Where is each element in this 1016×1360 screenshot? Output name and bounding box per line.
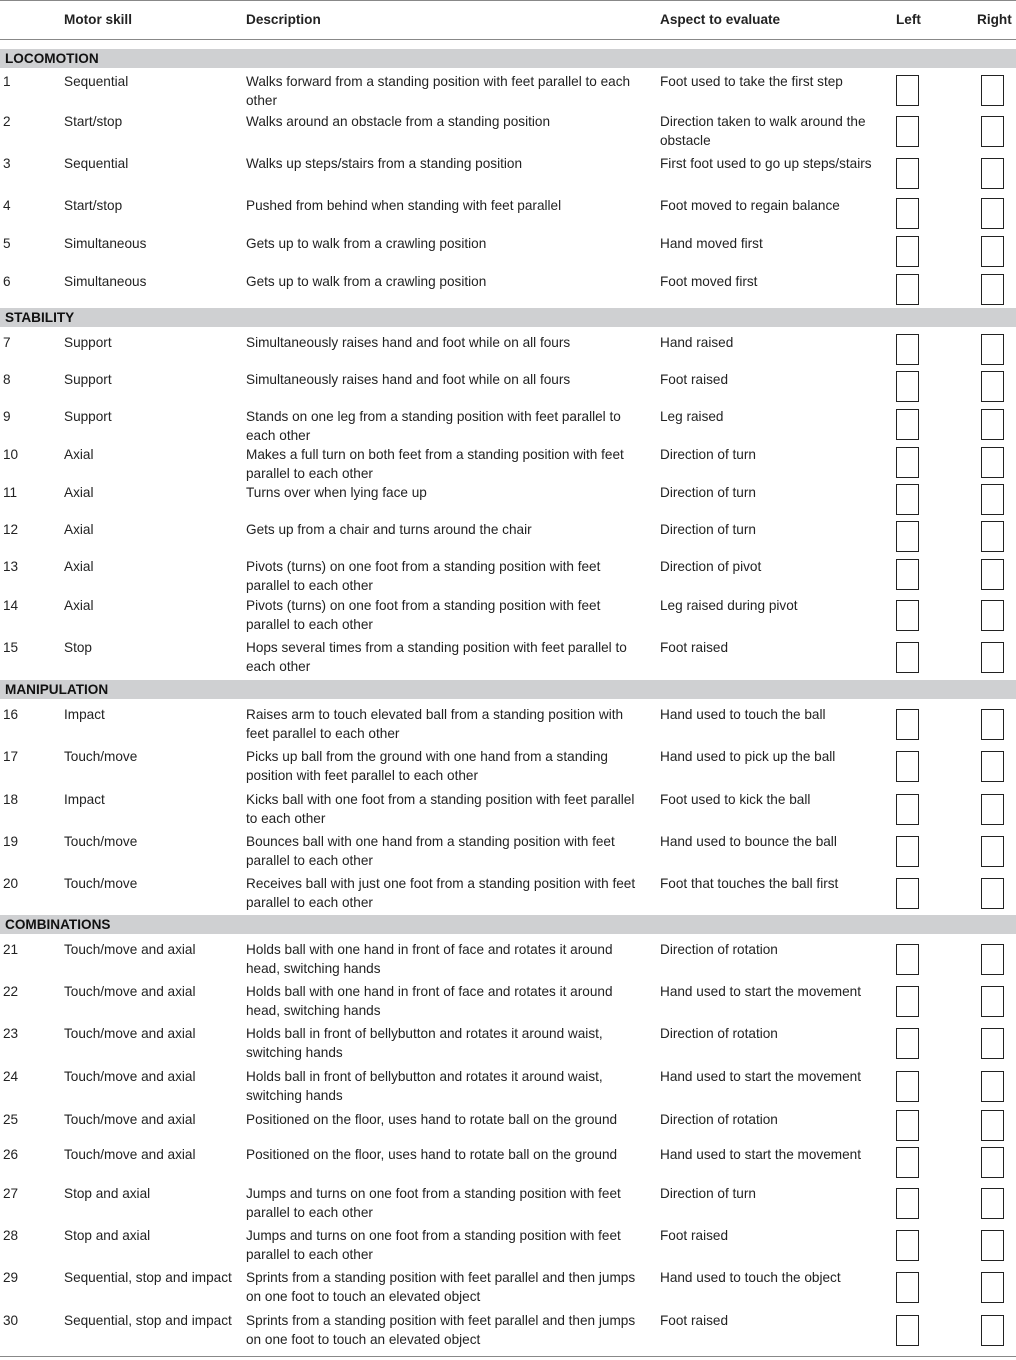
section-title: LOCOMOTION <box>5 51 99 66</box>
description-cell: Raises arm to touch elevated ball from a standing position with feet parallel to each other <box>246 707 624 741</box>
description-cell: Simultaneously raises hand and foot while on all fours <box>246 372 571 387</box>
aspect-cell: Hand used to bounce the ball <box>660 834 837 849</box>
right-checkbox[interactable] <box>981 1230 1004 1261</box>
description-cell: Bounces ball with one hand from a standing position with feet parallel to each other <box>246 834 615 868</box>
item-number: 10 <box>3 447 19 462</box>
left-checkbox[interactable] <box>896 484 919 515</box>
description-cell: Holds ball in front of bellybutton and rotates it around waist, switching hands <box>246 1026 603 1060</box>
right-checkbox[interactable] <box>981 236 1004 267</box>
left-checkbox[interactable] <box>896 409 919 440</box>
item-number: 21 <box>3 942 19 957</box>
motor-skill-cell: Impact <box>64 792 105 807</box>
table-row <box>0 368 1016 405</box>
left-checkbox[interactable] <box>896 1272 919 1303</box>
left-checkbox[interactable] <box>896 158 919 189</box>
item-number: 22 <box>3 984 19 999</box>
aspect-cell: Hand used to start the movement <box>660 1069 861 1084</box>
item-number: 29 <box>3 1270 19 1285</box>
item-number: 1 <box>3 74 11 89</box>
description-cell: Turns over when lying face up <box>246 485 427 500</box>
motor-skill-cell: Touch/move <box>64 834 138 849</box>
right-checkbox[interactable] <box>981 158 1004 189</box>
right-checkbox[interactable] <box>981 447 1004 478</box>
description-cell: Pivots (turns) on one foot from a standing position with feet parallel to each other <box>246 559 601 593</box>
item-number: 12 <box>3 522 19 537</box>
aspect-cell: Direction of turn <box>660 485 756 500</box>
right-checkbox[interactable] <box>981 1071 1004 1102</box>
aspect-cell: Foot raised <box>660 372 729 387</box>
description-cell: Sprints from a standing position with feet parallel and then jumps on one foot to touch an elevated object <box>246 1313 636 1347</box>
header-left: Left <box>896 12 921 27</box>
motor-skill-cell: Stop and axial <box>64 1228 151 1243</box>
section-header <box>0 680 1016 699</box>
motor-skill-cell: Start/stop <box>64 114 123 129</box>
item-number: 27 <box>3 1186 19 1201</box>
right-checkbox[interactable] <box>981 600 1004 631</box>
motor-skill-cell: Touch/move and axial <box>64 1147 196 1162</box>
left-checkbox[interactable] <box>896 600 919 631</box>
aspect-cell: Foot that touches the ball first <box>660 876 839 891</box>
item-number: 16 <box>3 707 19 722</box>
aspect-cell: Hand used to touch the ball <box>660 707 826 722</box>
aspect-cell: Foot used to take the first step <box>660 74 843 89</box>
motor-skill-cell: Stop <box>64 640 92 655</box>
table-row <box>0 745 1016 788</box>
description-cell: Pushed from behind when standing with feet parallel <box>246 198 562 213</box>
motor-skill-cell: Touch/move <box>64 749 138 764</box>
item-number: 19 <box>3 834 19 849</box>
table-row <box>0 555 1016 594</box>
left-checkbox[interactable] <box>896 944 919 975</box>
left-checkbox[interactable] <box>896 274 919 305</box>
motor-skill-cell: Axial <box>64 447 94 462</box>
motor-skill-cell: Sequential <box>64 156 129 171</box>
item-number: 13 <box>3 559 19 574</box>
table-row <box>0 980 1016 1022</box>
table-row <box>0 594 1016 636</box>
right-checkbox[interactable] <box>981 1272 1004 1303</box>
description-cell: Makes a full turn on both feet from a standing position with feet parallel to each other <box>246 447 624 481</box>
right-checkbox[interactable] <box>981 198 1004 229</box>
motor-skill-cell: Touch/move <box>64 876 138 891</box>
motor-skill-cell: Simultaneous <box>64 236 147 251</box>
section-header <box>0 915 1016 934</box>
item-number: 2 <box>3 114 11 129</box>
right-checkbox[interactable] <box>981 642 1004 673</box>
left-checkbox[interactable] <box>896 559 919 590</box>
description-cell: Simultaneously raises hand and foot while on all fours <box>246 335 571 350</box>
description-cell: Stands on one leg from a standing position with feet parallel to each other <box>246 409 621 443</box>
motor-skill-cell: Axial <box>64 559 94 574</box>
aspect-cell: Foot moved to regain balance <box>660 198 840 213</box>
table-row <box>0 1224 1016 1266</box>
right-checkbox[interactable] <box>981 484 1004 515</box>
header-motor-skill: Motor skill <box>64 12 132 27</box>
table-row <box>0 270 1016 308</box>
left-checkbox[interactable] <box>896 878 919 909</box>
table-row <box>0 1182 1016 1224</box>
motor-skill-cell: Support <box>64 335 112 350</box>
table-row <box>0 1266 1016 1309</box>
aspect-cell: Hand used to touch the object <box>660 1270 841 1285</box>
description-cell: Pivots (turns) on one foot from a standing position with feet parallel to each other <box>246 598 601 632</box>
aspect-cell: Foot used to kick the ball <box>660 792 811 807</box>
table-row <box>0 481 1016 518</box>
motor-skill-cell: Touch/move and axial <box>64 1069 196 1084</box>
aspect-cell: Direction of turn <box>660 522 756 537</box>
motor-skill-cell: Simultaneous <box>64 274 147 289</box>
motor-skill-cell: Support <box>64 372 112 387</box>
left-checkbox[interactable] <box>896 836 919 867</box>
table-row <box>0 1065 1016 1108</box>
table-row <box>0 830 1016 872</box>
left-checkbox[interactable] <box>896 521 919 552</box>
aspect-cell: Direction taken to walk around the obstacle <box>660 114 866 148</box>
right-checkbox[interactable] <box>981 1028 1004 1059</box>
item-number: 14 <box>3 598 19 613</box>
aspect-cell: Hand used to pick up the ball <box>660 749 836 764</box>
item-number: 11 <box>3 485 18 500</box>
item-number: 24 <box>3 1069 19 1084</box>
motor-skill-cell: Touch/move and axial <box>64 984 196 999</box>
item-number: 4 <box>3 198 11 213</box>
left-checkbox[interactable] <box>896 75 919 106</box>
description-cell: Walks up steps/stairs from a standing position <box>246 156 523 171</box>
table-row <box>0 703 1016 745</box>
description-cell: Positioned on the floor, uses hand to rotate ball on the ground <box>246 1112 618 1127</box>
item-number: 23 <box>3 1026 19 1041</box>
left-checkbox[interactable] <box>896 334 919 365</box>
aspect-cell: Direction of turn <box>660 1186 756 1201</box>
item-number: 15 <box>3 640 19 655</box>
description-cell: Gets up to walk from a crawling position <box>246 236 487 251</box>
motor-skill-cell: Touch/move and axial <box>64 1112 196 1127</box>
left-checkbox[interactable] <box>896 1110 919 1141</box>
aspect-cell: Foot moved first <box>660 274 758 289</box>
item-number: 3 <box>3 156 11 171</box>
header-right: Right <box>977 12 1012 27</box>
item-number: 26 <box>3 1147 19 1162</box>
table-row <box>0 331 1016 368</box>
left-checkbox[interactable] <box>896 1230 919 1261</box>
left-checkbox[interactable] <box>896 236 919 267</box>
header-aspect: Aspect to evaluate <box>660 12 781 27</box>
item-number: 28 <box>3 1228 19 1243</box>
aspect-cell: Hand raised <box>660 335 734 350</box>
section-header <box>0 49 1016 68</box>
motor-skill-cell: Sequential <box>64 74 129 89</box>
item-number: 9 <box>3 409 11 424</box>
section-header <box>0 308 1016 327</box>
left-checkbox[interactable] <box>896 116 919 147</box>
item-number: 30 <box>3 1313 19 1328</box>
table-row <box>0 1309 1016 1352</box>
table-row <box>0 938 1016 980</box>
aspect-cell: Direction of turn <box>660 447 756 462</box>
table-row <box>0 872 1016 915</box>
item-number: 20 <box>3 876 19 891</box>
table-row <box>0 232 1016 270</box>
left-checkbox[interactable] <box>896 642 919 673</box>
left-checkbox[interactable] <box>896 1315 919 1346</box>
right-checkbox[interactable] <box>981 986 1004 1017</box>
item-number: 6 <box>3 274 11 289</box>
section-title: COMBINATIONS <box>5 917 111 932</box>
right-checkbox[interactable] <box>981 709 1004 740</box>
right-checkbox[interactable] <box>981 878 1004 909</box>
aspect-cell: Direction of rotation <box>660 942 778 957</box>
aspect-cell: Hand used to start the movement <box>660 984 861 999</box>
right-checkbox[interactable] <box>981 116 1004 147</box>
left-checkbox[interactable] <box>896 198 919 229</box>
motor-skill-cell: Sequential, stop and impact <box>64 1313 232 1328</box>
description-cell: Receives ball with just one foot from a standing position with feet parallel to each other <box>246 876 636 910</box>
description-cell: Walks around an obstacle from a standing position <box>246 114 551 129</box>
right-checkbox[interactable] <box>981 751 1004 782</box>
aspect-cell: Foot raised <box>660 640 729 655</box>
aspect-cell: Leg raised <box>660 409 724 424</box>
description-cell: Jumps and turns on one foot from a standing position with feet parallel to each other <box>246 1186 621 1220</box>
motor-skill-cell: Touch/move and axial <box>64 1026 196 1041</box>
left-checkbox[interactable] <box>896 794 919 825</box>
description-cell: Holds ball in front of bellybutton and rotates it around waist, switching hands <box>246 1069 603 1103</box>
description-cell: Walks forward from a standing position with feet parallel to each other <box>246 74 631 108</box>
table-row <box>0 788 1016 830</box>
left-checkbox[interactable] <box>896 1071 919 1102</box>
description-cell: Hops several times from a standing position with feet parallel to each other <box>246 640 627 674</box>
right-checkbox[interactable] <box>981 75 1004 106</box>
right-checkbox[interactable] <box>981 836 1004 867</box>
item-number: 18 <box>3 792 19 807</box>
table-row <box>0 405 1016 443</box>
right-checkbox[interactable] <box>981 1315 1004 1346</box>
motor-skill-cell: Axial <box>64 598 94 613</box>
description-cell: Gets up from a chair and turns around the chair <box>246 522 532 537</box>
aspect-cell: Direction of rotation <box>660 1112 778 1127</box>
right-checkbox[interactable] <box>981 521 1004 552</box>
right-checkbox[interactable] <box>981 944 1004 975</box>
table-row <box>0 1143 1016 1182</box>
table-row <box>0 636 1016 678</box>
item-number: 25 <box>3 1112 19 1127</box>
description-cell: Picks up ball from the ground with one hand from a standing position with feet parallel to each other <box>246 749 608 783</box>
right-checkbox[interactable] <box>981 1147 1004 1178</box>
motor-skill-cell: Stop and axial <box>64 1186 151 1201</box>
right-checkbox[interactable] <box>981 559 1004 590</box>
motor-skill-cell: Sequential, stop and impact <box>64 1270 232 1285</box>
right-checkbox[interactable] <box>981 274 1004 305</box>
motor-skill-cell: Touch/move and axial <box>64 942 196 957</box>
header-description: Description <box>246 12 321 27</box>
aspect-cell: Direction of pivot <box>660 559 762 574</box>
right-checkbox[interactable] <box>981 1110 1004 1141</box>
left-checkbox[interactable] <box>896 709 919 740</box>
right-checkbox[interactable] <box>981 794 1004 825</box>
motor-skill-cell: Start/stop <box>64 198 123 213</box>
description-cell: Jumps and turns on one foot from a standing position with feet parallel to each other <box>246 1228 621 1262</box>
left-checkbox[interactable] <box>896 986 919 1017</box>
aspect-cell: Foot raised <box>660 1228 729 1243</box>
table-row <box>0 518 1016 555</box>
item-number: 5 <box>3 236 11 251</box>
aspect-cell: Leg raised during pivot <box>660 598 798 613</box>
motor-skill-cell: Support <box>64 409 112 424</box>
table-row <box>0 110 1016 152</box>
table-row <box>0 152 1016 194</box>
description-cell: Kicks ball with one foot from a standing position with feet parallel to each other <box>246 792 635 826</box>
description-cell: Holds ball with one hand in front of face and rotates it around head, switching hands <box>246 984 613 1018</box>
table-header <box>0 0 1016 40</box>
aspect-cell: Hand used to start the movement <box>660 1147 861 1162</box>
table-row <box>0 70 1016 110</box>
aspect-cell: Direction of rotation <box>660 1026 778 1041</box>
right-checkbox[interactable] <box>981 1188 1004 1219</box>
left-checkbox[interactable] <box>896 1188 919 1219</box>
description-cell: Holds ball with one hand in front of face and rotates it around head, switching hands <box>246 942 613 976</box>
table-row <box>0 443 1016 481</box>
section-title: STABILITY <box>5 310 75 325</box>
aspect-cell: First foot used to go up steps/stairs <box>660 156 872 171</box>
table-row <box>0 1022 1016 1065</box>
section-title: MANIPULATION <box>5 682 109 697</box>
aspect-cell: Foot raised <box>660 1313 729 1328</box>
description-cell: Gets up to walk from a crawling position <box>246 274 487 289</box>
description-cell: Positioned on the floor, uses hand to rotate ball on the ground <box>246 1147 618 1162</box>
right-checkbox[interactable] <box>981 409 1004 440</box>
table-row <box>0 1108 1016 1143</box>
item-number: 17 <box>3 749 19 764</box>
left-checkbox[interactable] <box>896 1147 919 1178</box>
table-row <box>0 194 1016 232</box>
description-cell: Sprints from a standing position with feet parallel and then jumps on one foot to touch an elevated object <box>246 1270 636 1304</box>
motor-skill-cell: Axial <box>64 485 94 500</box>
right-checkbox[interactable] <box>981 371 1004 402</box>
left-checkbox[interactable] <box>896 447 919 478</box>
left-checkbox[interactable] <box>896 751 919 782</box>
right-checkbox[interactable] <box>981 334 1004 365</box>
item-number: 8 <box>3 372 11 387</box>
left-checkbox[interactable] <box>896 371 919 402</box>
bottom-rule <box>0 1356 1016 1357</box>
aspect-cell: Hand moved first <box>660 236 763 251</box>
motor-skill-cell: Impact <box>64 707 105 722</box>
left-checkbox[interactable] <box>896 1028 919 1059</box>
motor-skill-cell: Axial <box>64 522 94 537</box>
item-number: 7 <box>3 335 11 350</box>
